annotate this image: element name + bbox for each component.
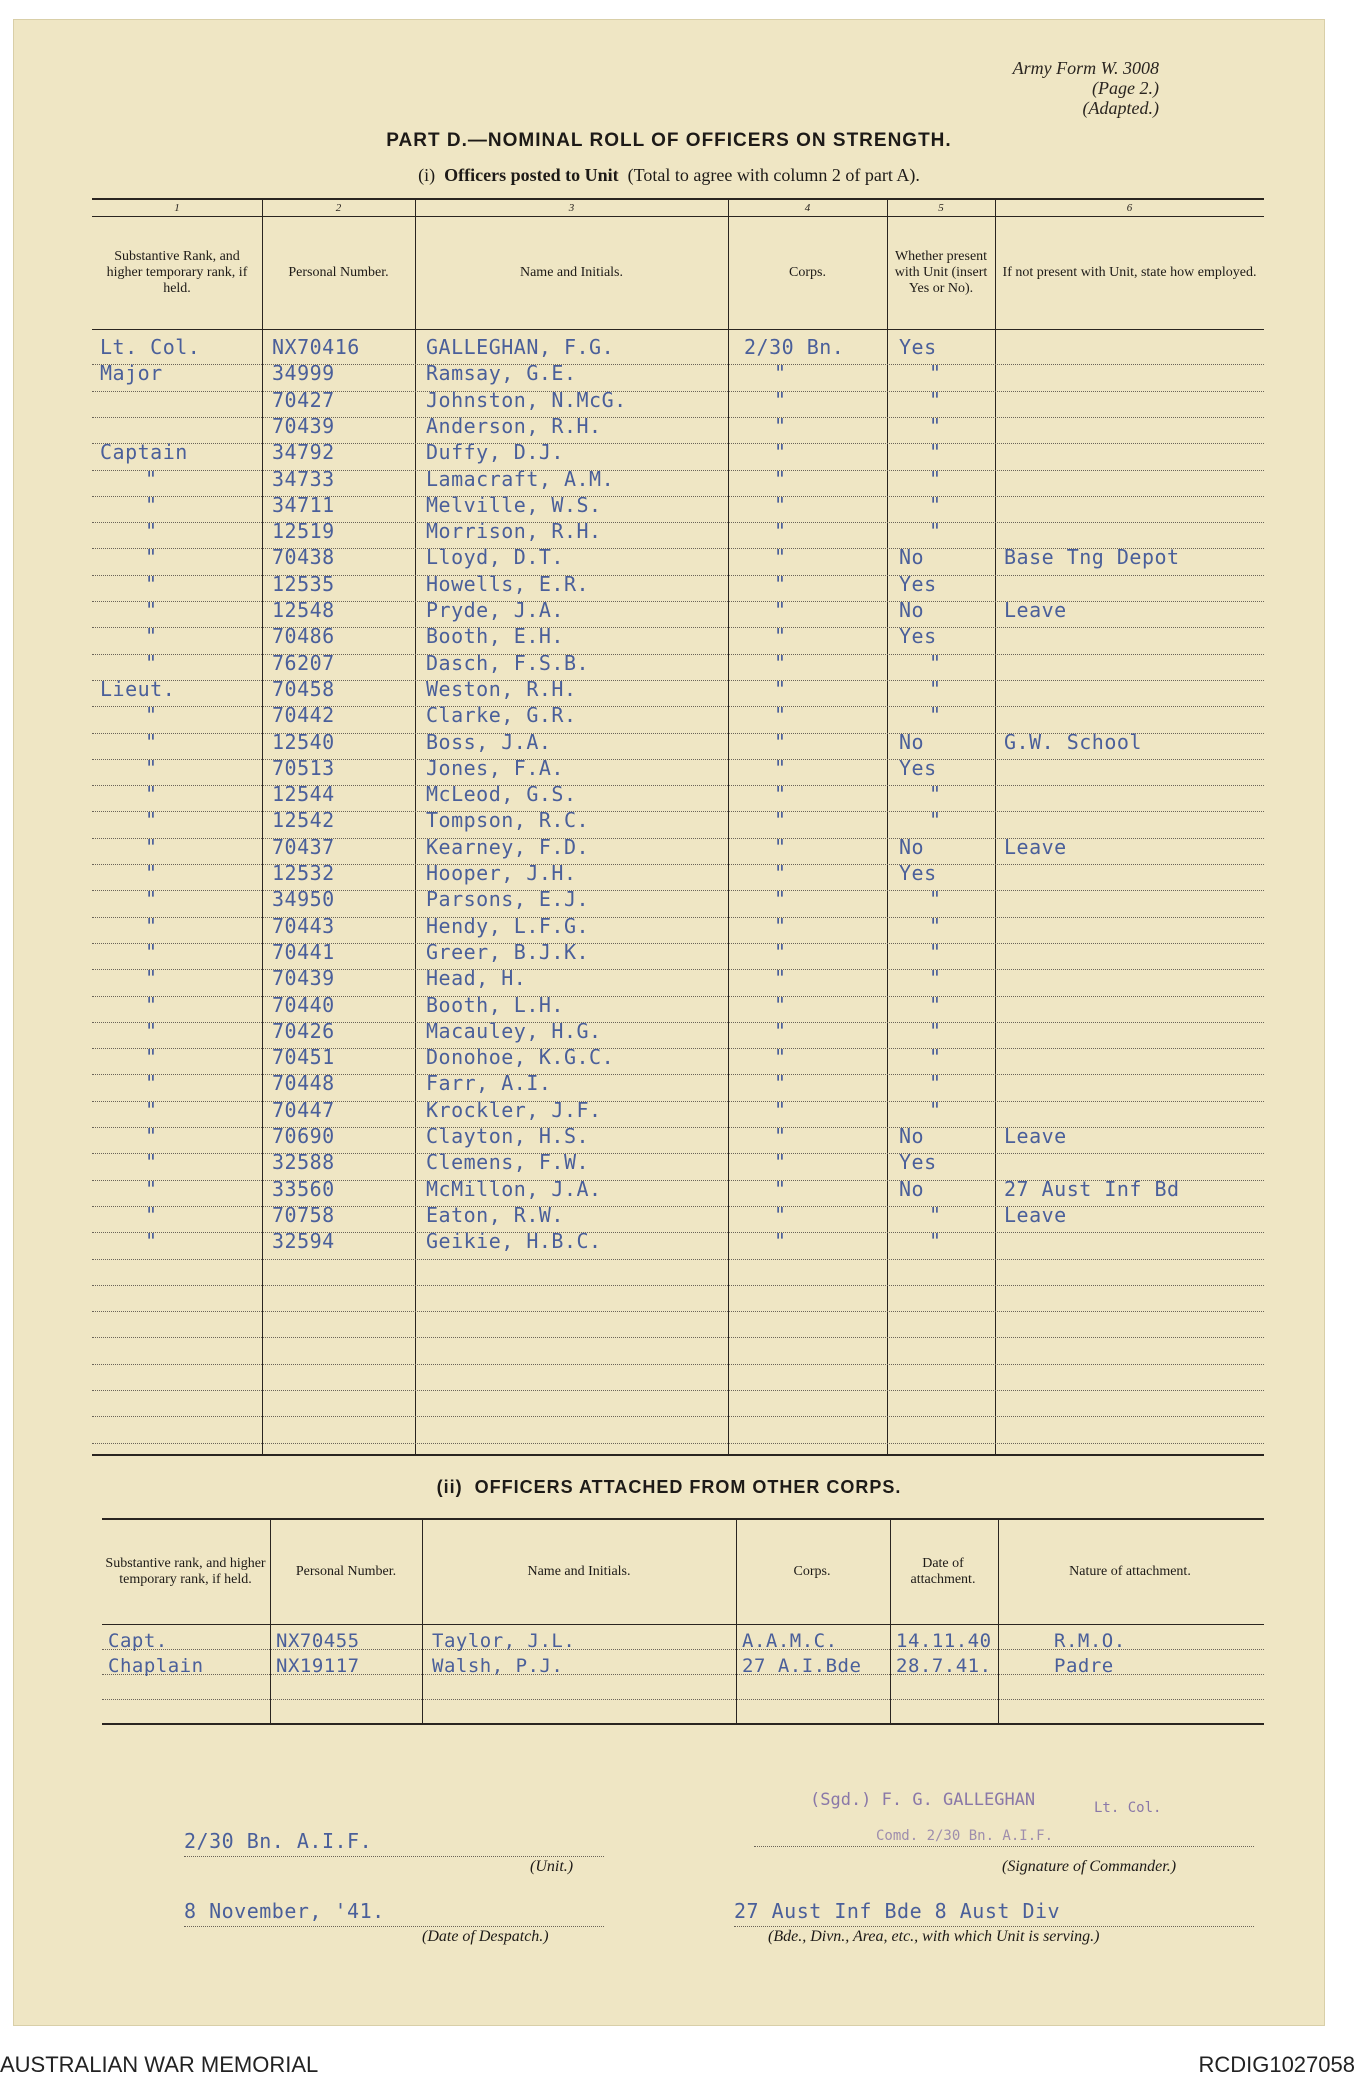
table1-dotted-rule — [92, 969, 1264, 970]
roll-cell-corps: " — [774, 1124, 787, 1148]
roll-cell-present: " — [929, 808, 942, 833]
roll-cell-name: Dasch, F.S.B. — [426, 650, 590, 675]
header-rank: Substantive Rank, and higher temporary rank, if held. — [106, 249, 248, 296]
roll-cell-name: Eaton, R.W. — [426, 1202, 564, 1227]
roll-cell-corps: " — [774, 387, 787, 412]
roll-cell-rank: " — [145, 1045, 158, 1070]
table1-dotted-rule — [92, 890, 1264, 891]
signature-stamp: (Sgd.) F. G. GALLEGHAN — [810, 1790, 1036, 1810]
roll-cell-name: Boss, J.A. — [426, 729, 552, 754]
roll-cell-rank: " — [145, 466, 158, 491]
table1-col-divider — [995, 198, 996, 1454]
roll-cell-name: Weston, R.H. — [426, 676, 577, 701]
roll-cell-present: No — [899, 545, 925, 570]
attached-cell-corps: A.A.M.C. — [742, 1630, 838, 1652]
bde-value: 27 Aust Inf Bde 8 Aust Div — [734, 1899, 1061, 1923]
roll-cell-number: 32588 — [272, 1150, 335, 1175]
unit-label: (Unit.) — [530, 1858, 574, 1875]
roll-cell-corps: " — [774, 939, 787, 964]
attached-cell-name: Taylor, J.L. — [432, 1630, 576, 1652]
roll-cell-rank: " — [145, 1097, 158, 1122]
table1-dotted-rule — [92, 1311, 1264, 1312]
t2-header-personal-number: Personal Number. — [295, 1564, 397, 1579]
part-ii-title-num: (ii) — [436, 1477, 463, 1497]
roll-cell-present: " — [929, 361, 942, 386]
roll-cell-rank: Lt. Col. — [100, 335, 201, 359]
roll-cell-number: 34711 — [272, 492, 335, 517]
date-value: 8 November, '41. — [184, 1899, 385, 1923]
roll-cell-present: " — [929, 650, 942, 675]
table1-col-divider — [415, 198, 416, 1454]
roll-cell-present: " — [929, 440, 942, 465]
table1-dotted-rule — [92, 1048, 1264, 1049]
attached-cell-number: NX19117 — [276, 1655, 360, 1677]
roll-cell-corps: " — [774, 519, 787, 544]
roll-cell-rank: " — [145, 782, 158, 807]
roll-cell-rank: " — [145, 729, 158, 754]
roll-cell-present: " — [929, 387, 942, 412]
roll-cell-employed: Leave — [1004, 1124, 1067, 1148]
roll-cell-number: 12535 — [272, 571, 335, 596]
roll-cell-employed: Leave — [1004, 1202, 1067, 1227]
roll-cell-number: 70438 — [272, 545, 335, 570]
roll-cell-number: 70758 — [272, 1202, 335, 1227]
roll-cell-present: " — [929, 913, 942, 938]
attached-cell-rank: Capt. — [108, 1630, 168, 1652]
roll-cell-number: 70426 — [272, 1018, 335, 1043]
table1-dotted-rule — [92, 864, 1264, 865]
table1-dotted-rule — [92, 1364, 1264, 1365]
unit-value: 2/30 Bn. A.I.F. — [184, 1829, 373, 1853]
table2-dotted-rule — [102, 1699, 1264, 1700]
table2-bottom-rule — [102, 1723, 1264, 1725]
attached-cell-number: NX70455 — [276, 1630, 360, 1652]
table1-dotted-rule — [92, 1127, 1264, 1128]
roll-cell-rank: Lieut. — [100, 676, 176, 701]
table1-dotted-rule — [92, 470, 1264, 471]
roll-cell-number: 70458 — [272, 676, 335, 701]
roll-cell-present: " — [929, 966, 942, 991]
roll-cell-number: 12548 — [272, 598, 335, 622]
roll-cell-present: Yes — [899, 335, 937, 359]
roll-cell-number: 70486 — [272, 624, 335, 649]
date-label: (Date of Despatch.) — [422, 1928, 549, 1945]
table1-dotted-rule — [92, 1259, 1264, 1260]
archive-name: AUSTRALIAN WAR MEMORIAL — [0, 2052, 319, 2077]
roll-cell-present: Yes — [899, 624, 937, 649]
roll-cell-corps: " — [774, 571, 787, 596]
roll-cell-present: No — [899, 598, 925, 622]
colnum-1: 1 — [174, 202, 180, 214]
roll-cell-number: 12540 — [272, 729, 335, 754]
roll-cell-present: " — [929, 939, 942, 964]
document-sheet — [14, 20, 1324, 2025]
roll-cell-corps: " — [774, 624, 787, 649]
table1-bottom-rule — [92, 1454, 1264, 1456]
table1-dotted-rule — [92, 601, 1264, 602]
table2-col-divider — [270, 1518, 271, 1723]
part-ii-title — [14, 1477, 1324, 1498]
roll-cell-number: 32594 — [272, 1229, 335, 1254]
roll-cell-name: Tompson, R.C. — [426, 808, 590, 833]
roll-cell-rank: " — [145, 1071, 158, 1096]
roll-cell-rank: " — [145, 624, 158, 649]
roll-cell-number: 33560 — [272, 1176, 335, 1201]
roll-cell-name: Howells, E.R. — [426, 571, 590, 596]
roll-cell-corps: " — [774, 598, 787, 622]
roll-cell-present: " — [929, 1018, 942, 1043]
roll-cell-corps: " — [774, 834, 787, 859]
roll-cell-present: Yes — [899, 755, 937, 780]
roll-cell-number: 12544 — [272, 782, 335, 807]
archive-caption-bar — [0, 2048, 1365, 2082]
roll-cell-rank: Captain — [100, 440, 188, 465]
table1-dotted-rule — [92, 1416, 1264, 1417]
roll-cell-employed: G.W. School — [1004, 729, 1142, 754]
roll-cell-rank: " — [145, 545, 158, 570]
bde-label: (Bde., Divn., Area, etc., with which Unit is serving.) — [768, 1928, 1100, 1945]
table2-top-rule — [102, 1518, 1264, 1520]
roll-cell-corps: " — [774, 650, 787, 675]
roll-cell-name: Farr, A.I. — [426, 1071, 552, 1096]
roll-cell-number: NX70416 — [272, 335, 360, 359]
table1-dotted-rule — [92, 1206, 1264, 1207]
roll-cell-number: 12542 — [272, 808, 335, 833]
roll-cell-name: Geikie, H.B.C. — [426, 1229, 602, 1254]
t2-header-date: Date of attachment. — [910, 1556, 976, 1587]
roll-cell-number: 34999 — [272, 361, 335, 386]
roll-cell-rank: " — [145, 913, 158, 938]
roll-cell-employed: 27 Aust Inf Bd — [1004, 1176, 1180, 1201]
roll-cell-name: Krockler, J.F. — [426, 1097, 602, 1122]
roll-cell-rank: " — [145, 808, 158, 833]
roll-cell-name: McLeod, G.S. — [426, 782, 577, 807]
roll-cell-rank: " — [145, 1150, 158, 1175]
roll-cell-present: " — [929, 466, 942, 491]
part-d-subtitle — [14, 165, 1324, 186]
roll-cell-rank: " — [145, 966, 158, 991]
t2-header-corps: Corps. — [793, 1564, 831, 1579]
roll-cell-present: " — [929, 703, 942, 728]
table1-dotted-rule — [92, 706, 1264, 707]
table1-dotted-rule — [92, 943, 1264, 944]
form-note: (Adapted.) — [1082, 98, 1159, 118]
table1-dotted-rule — [92, 1337, 1264, 1338]
colnum-6: 6 — [1126, 202, 1133, 214]
roll-cell-name: Head, H. — [426, 966, 527, 991]
roll-cell-corps: " — [774, 1150, 787, 1175]
roll-cell-present: No — [899, 834, 925, 859]
roll-cell-corps: 2/30 Bn. — [744, 335, 845, 359]
roll-cell-number: 70427 — [272, 387, 335, 412]
roll-cell-corps: " — [774, 913, 787, 938]
roll-cell-employed: Leave — [1004, 598, 1067, 622]
roll-cell-number: 70448 — [272, 1071, 335, 1096]
signature-comd: Comd. 2/30 Bn. A.I.F. — [876, 1828, 1054, 1844]
t2-header-name: Name and Initials. — [527, 1564, 631, 1579]
roll-cell-corps: " — [774, 1229, 787, 1254]
t2-header-rank: Substantive rank, and higher temporary rank, if held. — [105, 1556, 266, 1587]
roll-cell-number: 70439 — [272, 413, 335, 438]
roll-cell-corps: " — [774, 808, 787, 833]
roll-cell-corps: " — [774, 966, 787, 991]
roll-cell-present: " — [929, 1229, 942, 1254]
table1-dotted-rule — [92, 759, 1264, 760]
form-page: (Page 2.) — [1092, 78, 1159, 98]
roll-cell-corps: " — [774, 676, 787, 701]
roll-cell-present: No — [899, 1124, 925, 1148]
form-identifier — [959, 58, 1159, 118]
roll-cell-present: " — [929, 413, 942, 438]
table1-colnum-rule — [92, 216, 1264, 217]
table1-dotted-rule — [92, 1153, 1264, 1154]
roll-cell-corps: " — [774, 887, 787, 912]
roll-cell-corps: " — [774, 703, 787, 728]
part-d-subtitle-rest: (Total to agree with column 2 of part A). — [627, 165, 920, 185]
part-d-title: PART D.—NOMINAL ROLL OF OFFICERS ON STRENGTH. — [386, 130, 952, 151]
table1-dotted-rule — [92, 917, 1264, 918]
roll-cell-corps: " — [774, 1071, 787, 1096]
roll-cell-rank: " — [145, 1202, 158, 1227]
header-present: Whether present with Unit (insert Yes or No). — [894, 249, 988, 296]
roll-cell-name: Booth, E.H. — [426, 624, 564, 649]
roll-cell-name: Clemens, F.W. — [426, 1150, 590, 1175]
roll-cell-present: No — [899, 1176, 925, 1201]
table1-dotted-rule — [92, 1074, 1264, 1075]
roll-cell-corps: " — [774, 1097, 787, 1122]
roll-cell-rank: " — [145, 834, 158, 859]
table1-header-rule — [92, 329, 1264, 330]
attached-cell-nature: R.M.O. — [1054, 1630, 1126, 1652]
roll-cell-number: 70440 — [272, 992, 335, 1017]
table2-col-divider — [736, 1518, 737, 1723]
roll-cell-name: Donohoe, K.G.C. — [426, 1045, 615, 1070]
table1-col-divider — [728, 198, 729, 1454]
bde-line — [734, 1926, 1254, 1927]
signature-rank: Lt. Col. — [1094, 1800, 1162, 1816]
roll-cell-employed: Leave — [1004, 834, 1067, 859]
table1-dotted-rule — [92, 443, 1264, 444]
roll-cell-rank: " — [145, 598, 158, 622]
table1-dotted-rule — [92, 575, 1264, 576]
roll-cell-number: 70451 — [272, 1045, 335, 1070]
roll-cell-name: Anderson, R.H. — [426, 413, 602, 438]
table1-dotted-rule — [92, 785, 1264, 786]
roll-cell-present: " — [929, 519, 942, 544]
roll-cell-number: 76207 — [272, 650, 335, 675]
colnum-2: 2 — [335, 202, 342, 214]
roll-cell-corps: " — [774, 440, 787, 465]
roll-cell-corps: " — [774, 492, 787, 517]
roll-cell-name: McMillon, J.A. — [426, 1176, 602, 1201]
part-ii-title-text: OFFICERS ATTACHED FROM OTHER CORPS. — [474, 1477, 902, 1497]
roll-cell-name: Clayton, H.S. — [426, 1124, 590, 1148]
roll-cell-number: 70442 — [272, 703, 335, 728]
roll-cell-rank: " — [145, 1018, 158, 1043]
roll-cell-present: Yes — [899, 861, 937, 885]
roll-cell-name: Lloyd, D.T. — [426, 545, 564, 570]
roll-cell-rank: " — [145, 887, 158, 912]
header-corps: Corps. — [789, 265, 826, 280]
table1-dotted-rule — [92, 1390, 1264, 1391]
attached-cell-date: 28.7.41. — [896, 1655, 992, 1677]
roll-cell-present: " — [929, 887, 942, 912]
roll-cell-corps: " — [774, 466, 787, 491]
part-d-subtitle-num: (i) — [418, 165, 436, 185]
roll-cell-name: Greer, B.J.K. — [426, 939, 590, 964]
roll-cell-number: 34792 — [272, 440, 335, 465]
roll-cell-rank: " — [145, 1124, 158, 1148]
colnum-5: 5 — [938, 202, 944, 214]
table1-top-rule — [92, 198, 1264, 200]
roll-cell-number: 70513 — [272, 755, 335, 780]
roll-cell-present: " — [929, 992, 942, 1017]
form-name: Army Form W. 3008 — [1012, 58, 1159, 78]
colnum-3: 3 — [568, 202, 575, 214]
roll-cell-present: " — [929, 1202, 942, 1227]
roll-cell-corps: " — [774, 1045, 787, 1070]
roll-cell-name: Kearney, F.D. — [426, 834, 590, 859]
table1-dotted-rule — [92, 627, 1264, 628]
roll-cell-present: " — [929, 1071, 942, 1096]
header-employed: If not present with Unit, state how employed. — [1002, 265, 1257, 280]
table2-col-divider — [422, 1518, 423, 1723]
roll-cell-number: 70690 — [272, 1124, 335, 1148]
roll-cell-name: Jones, F.A. — [426, 755, 564, 780]
table1-dotted-rule — [92, 522, 1264, 523]
table2-header-rule — [102, 1624, 1264, 1625]
table1-col-divider — [262, 198, 263, 1454]
table1-dotted-rule — [92, 654, 1264, 655]
roll-cell-number: 70441 — [272, 939, 335, 964]
attached-cell-nature: Padre — [1054, 1655, 1114, 1677]
roll-cell-corps: " — [774, 992, 787, 1017]
roll-cell-present: " — [929, 1097, 942, 1122]
roll-cell-rank: " — [145, 703, 158, 728]
roll-cell-name: Pryde, J.A. — [426, 598, 564, 622]
roll-cell-rank: " — [145, 1229, 158, 1254]
roll-cell-corps: " — [774, 861, 787, 885]
roll-cell-corps: " — [774, 1202, 787, 1227]
roll-cell-rank: Major — [100, 361, 163, 386]
roll-cell-present: " — [929, 676, 942, 701]
roll-cell-corps: " — [774, 545, 787, 570]
roll-cell-rank: " — [145, 755, 158, 780]
roll-cell-corps: " — [774, 413, 787, 438]
roll-cell-name: Hooper, J.H. — [426, 861, 577, 885]
roll-cell-name: Clarke, G.R. — [426, 703, 577, 728]
roll-cell-number: 12519 — [272, 519, 335, 544]
attached-cell-name: Walsh, P.J. — [432, 1655, 564, 1677]
roll-cell-number: 12532 — [272, 861, 335, 885]
colnum-4: 4 — [804, 202, 811, 214]
roll-cell-name: GALLEGHAN, F.G. — [426, 335, 615, 359]
roll-cell-rank: " — [145, 571, 158, 596]
roll-cell-present: " — [929, 1045, 942, 1070]
signature-label: (Signature of Commander.) — [1002, 1858, 1177, 1875]
roll-cell-name: Lamacraft, A.M. — [426, 466, 615, 491]
roll-cell-name: Melville, W.S. — [426, 492, 602, 517]
table1-dotted-rule — [92, 1232, 1264, 1233]
unit-line — [184, 1856, 604, 1857]
roll-cell-number: 70439 — [272, 966, 335, 991]
table1-dotted-rule — [92, 417, 1264, 418]
roll-cell-rank: " — [145, 650, 158, 675]
roll-cell-rank: " — [145, 861, 158, 885]
roll-cell-rank: " — [145, 939, 158, 964]
table1-dotted-rule — [92, 364, 1264, 365]
t2-header-nature: Nature of attachment. — [1069, 1564, 1191, 1579]
table1-dotted-rule — [92, 496, 1264, 497]
roll-cell-number: 34950 — [272, 887, 335, 912]
signature-line — [754, 1846, 1254, 1847]
roll-cell-corps: " — [774, 1018, 787, 1043]
roll-cell-number: 70437 — [272, 834, 335, 859]
table1-col-divider — [887, 198, 888, 1454]
roll-cell-present: " — [929, 492, 942, 517]
date-line — [184, 1926, 604, 1927]
table1-dotted-rule — [92, 1443, 1264, 1444]
table1-dotted-rule — [92, 996, 1264, 997]
roll-cell-present: " — [929, 782, 942, 807]
roll-cell-present: Yes — [899, 571, 937, 596]
roll-cell-corps: " — [774, 1176, 787, 1201]
roll-cell-name: Macauley, H.G. — [426, 1018, 602, 1043]
roll-cell-present: No — [899, 729, 925, 754]
roll-cell-name: Johnston, N.McG. — [426, 387, 627, 412]
attached-cell-rank: Chaplain — [108, 1655, 204, 1677]
roll-cell-rank: " — [145, 992, 158, 1017]
roll-cell-corps: " — [774, 755, 787, 780]
archive-id: RCDIG1027058 — [1198, 2052, 1355, 2077]
roll-cell-rank: " — [145, 519, 158, 544]
roll-cell-corps: " — [774, 729, 787, 754]
roll-cell-number: 70447 — [272, 1097, 335, 1122]
header-personal-number: Personal Number. — [288, 265, 389, 280]
roll-cell-name: Parsons, E.J. — [426, 887, 590, 912]
roll-cell-corps: " — [774, 782, 787, 807]
roll-cell-number: 70443 — [272, 913, 335, 938]
table1-dotted-rule — [92, 838, 1264, 839]
roll-cell-name: Ramsay, G.E. — [426, 361, 577, 386]
roll-cell-name: Duffy, D.J. — [426, 440, 564, 465]
roll-cell-name: Hendy, L.F.G. — [426, 913, 590, 938]
roll-cell-corps: " — [774, 361, 787, 386]
roll-cell-rank: " — [145, 492, 158, 517]
header-name: Name and Initials. — [519, 265, 624, 280]
part-d-subtitle-bold: Officers posted to Unit — [444, 165, 619, 185]
roll-cell-present: Yes — [899, 1150, 937, 1175]
attached-cell-date: 14.11.40 — [896, 1630, 992, 1652]
table1-dotted-rule — [92, 1022, 1264, 1023]
roll-cell-number: 34733 — [272, 466, 335, 491]
table1-dotted-rule — [92, 391, 1264, 392]
roll-cell-employed: Base Tng Depot — [1004, 545, 1180, 570]
roll-cell-name: Booth, L.H. — [426, 992, 564, 1017]
table1-dotted-rule — [92, 680, 1264, 681]
roll-cell-rank: " — [145, 1176, 158, 1201]
attached-cell-corps: 27 A.I.Bde — [742, 1655, 862, 1677]
table2-col-divider — [998, 1518, 999, 1723]
table2-col-divider — [890, 1518, 891, 1723]
table1-dotted-rule — [92, 1285, 1264, 1286]
table1-dotted-rule — [92, 811, 1264, 812]
table1-dotted-rule — [92, 1101, 1264, 1102]
roll-cell-name: Morrison, R.H. — [426, 519, 602, 544]
